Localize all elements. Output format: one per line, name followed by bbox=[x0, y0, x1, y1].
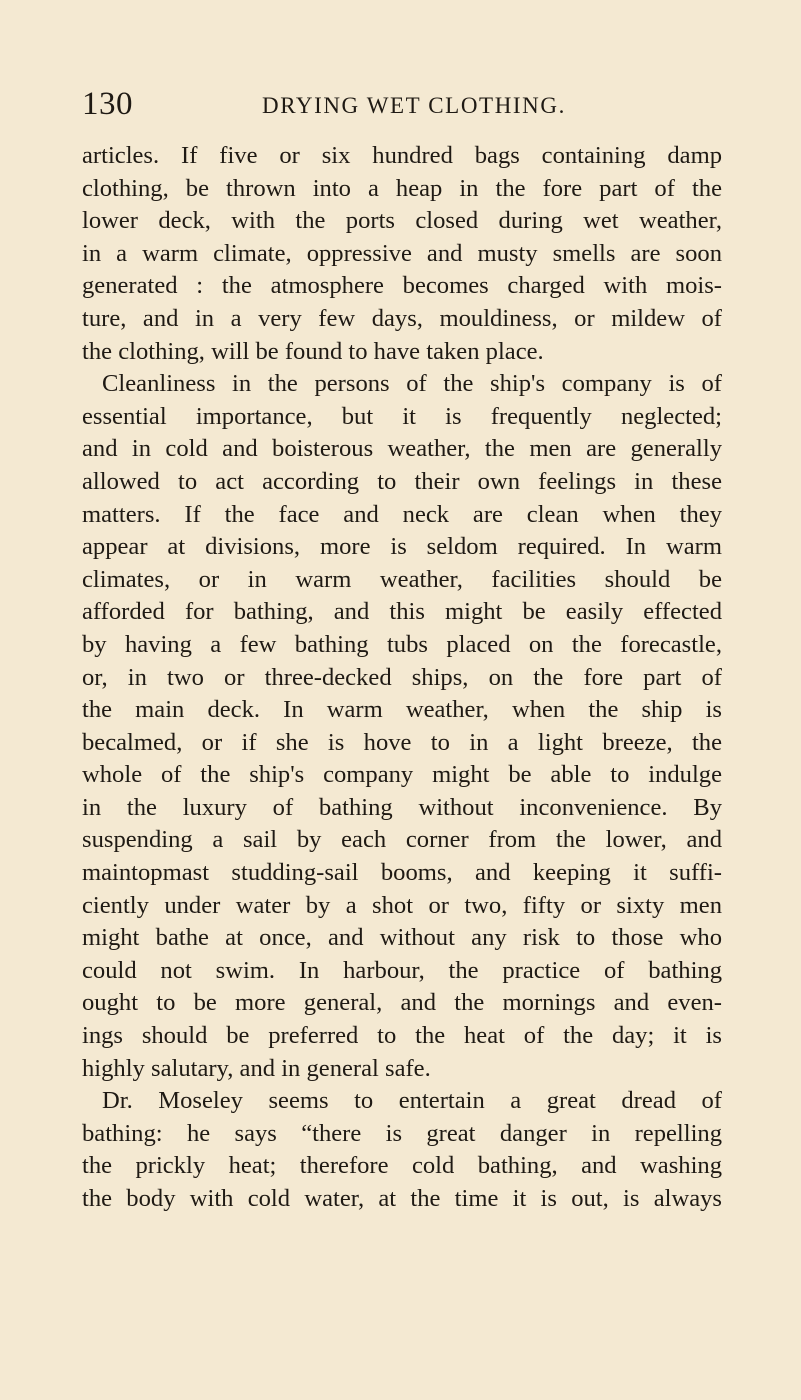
text-line: Dr. Moseley seems to entertain a great dread of bbox=[102, 1087, 722, 1115]
text-line: appear at divisions, more is seldom required. In warm bbox=[82, 533, 722, 561]
text-line: maintopmast studding-sail booms, and keeping it suffi- bbox=[82, 859, 722, 887]
text-line: allowed to act according to their own feelings in these bbox=[82, 467, 722, 495]
text-line: the main deck. In warm weather, when the ship is bbox=[82, 696, 722, 724]
body-text bbox=[82, 140, 722, 1216]
text-line: climates, or in warm weather, facilities should be bbox=[82, 565, 722, 593]
text-line: by having a few bathing tubs placed on the forecastle, bbox=[82, 630, 722, 658]
text-line: in a warm climate, oppressive and musty smells are soon bbox=[82, 239, 722, 267]
text-line: the clothing, will be found to have taken place. bbox=[82, 337, 544, 365]
text-line: bathing: he says “there is great danger in repelling bbox=[82, 1119, 722, 1147]
text-line: becalmed, or if she is hove to in a light breeze, the bbox=[82, 728, 722, 756]
running-head bbox=[82, 84, 718, 124]
text-line: ings should be preferred to the heat of the day; it is bbox=[82, 1022, 722, 1050]
text-line: the body with cold water, at the time it is out, is always bbox=[82, 1185, 722, 1212]
text-line: essential importance, but it is frequently neglected; bbox=[82, 402, 722, 430]
page-number: 130 bbox=[82, 86, 133, 122]
text-line: generated : the atmosphere becomes charged with mois- bbox=[82, 272, 722, 300]
text-line: in the luxury of bathing without inconvenience. By bbox=[82, 793, 722, 821]
text-line: ture, and in a very few days, mouldiness, or mildew of bbox=[82, 304, 722, 332]
text-line: lower deck, with the ports closed during wet weather, bbox=[82, 207, 722, 235]
text-line: highly salutary, and in general safe. bbox=[82, 1054, 431, 1082]
text-line: clothing, be thrown into a heap in the fore part of the bbox=[82, 174, 722, 202]
text-line: and in cold and boisterous weather, the men are generally bbox=[82, 435, 722, 463]
text-line: Cleanliness in the persons of the ship's company is of bbox=[102, 370, 722, 398]
text-line: matters. If the face and neck are clean when they bbox=[82, 500, 722, 528]
text-line: afforded for bathing, and this might be easily effected bbox=[82, 598, 722, 626]
text-line: or, in two or three-decked ships, on the fore part of bbox=[82, 663, 722, 691]
text-line: could not swim. In harbour, the practice of bathing bbox=[82, 956, 722, 984]
text-line: suspending a sail by each corner from the lower, and bbox=[82, 826, 722, 854]
text-line: the prickly heat; therefore cold bathing, and washing bbox=[82, 1152, 722, 1180]
text-line: might bathe at once, and without any risk to those who bbox=[82, 924, 722, 952]
running-title: DRYING WET CLOTHING. bbox=[262, 93, 566, 118]
text-line: ciently under water by a shot or two, fifty or sixty men bbox=[82, 891, 722, 919]
text-line: ought to be more general, and the mornings and even- bbox=[82, 989, 722, 1017]
text-line: articles. If five or six hundred bags containing damp bbox=[82, 142, 722, 169]
text-line: whole of the ship's company might be able to indulge bbox=[82, 761, 722, 789]
